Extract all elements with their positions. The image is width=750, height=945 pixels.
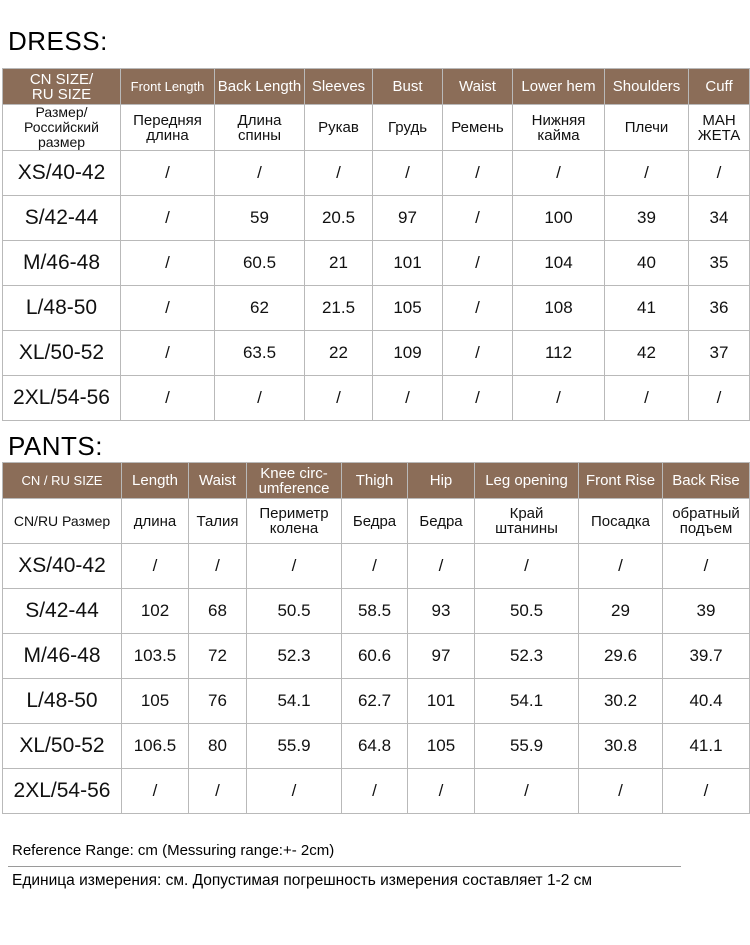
dress-measurement-cell: 40 [605, 241, 689, 286]
dress-measurement-cell: / [215, 376, 305, 421]
dress-size-table [2, 68, 750, 421]
dress-measurement-cell: / [513, 376, 605, 421]
pants-measurement-cell: 105 [408, 724, 475, 769]
dress-measurement-cell: / [121, 196, 215, 241]
pants-measurement-cell: 39.7 [663, 634, 750, 679]
pants-size-row [3, 724, 750, 769]
dress-size-row [3, 286, 750, 331]
pants-column-header: Front Rise [579, 463, 663, 499]
pants-measurement-cell: 58.5 [342, 589, 408, 634]
dress-column-header: Lower hem [513, 69, 605, 105]
dress-measurement-cell: / [689, 376, 750, 421]
dress-measurement-cell: 20.5 [305, 196, 373, 241]
pants-measurement-cell: / [579, 544, 663, 589]
pants-measurement-cell: 103.5 [122, 634, 189, 679]
pants-header-row [3, 463, 750, 499]
dress-measurement-cell: 21 [305, 241, 373, 286]
dress-measurement-cell: 37 [689, 331, 750, 376]
dress-russian-column-header: Нижняя кайма [513, 105, 605, 151]
pants-size-table [2, 462, 750, 814]
pants-section-title: PANTS: [8, 431, 103, 461]
pants-measurement-cell: 93 [408, 589, 475, 634]
pants-size-row [3, 679, 750, 724]
dress-measurement-cell: 35 [689, 241, 750, 286]
pants-measurement-cell: 54.1 [247, 679, 342, 724]
dress-measurement-cell: 62 [215, 286, 305, 331]
dress-measurement-cell: 39 [605, 196, 689, 241]
dress-measurement-cell: / [121, 151, 215, 196]
dress-measurement-cell: / [605, 376, 689, 421]
pants-measurement-cell: 41.1 [663, 724, 750, 769]
dress-size-label: XL/50-52 [3, 331, 121, 376]
dress-measurement-cell: / [121, 241, 215, 286]
pants-measurement-cell: / [408, 544, 475, 589]
dress-measurement-cell: / [443, 331, 513, 376]
pants-column-header: Leg opening [475, 463, 579, 499]
pants-russian-column-header: Посадка [579, 499, 663, 544]
pants-size-label: XL/50-52 [3, 724, 122, 769]
dress-header-row [3, 69, 750, 105]
pants-measurement-cell: 29 [579, 589, 663, 634]
pants-column-header: CN / RU SIZE [3, 463, 122, 499]
dress-russian-column-header: Плечи [605, 105, 689, 151]
pants-measurement-cell: 105 [122, 679, 189, 724]
pants-russian-header-row [3, 499, 750, 544]
dress-measurement-cell: / [121, 376, 215, 421]
pants-column-header: Knee circ- umference [247, 463, 342, 499]
pants-measurement-cell: 72 [189, 634, 247, 679]
dress-measurement-cell: / [305, 151, 373, 196]
dress-measurement-cell: / [689, 151, 750, 196]
pants-measurement-cell: 52.3 [475, 634, 579, 679]
pants-russian-column-header: Бедра [408, 499, 475, 544]
dress-column-header: Waist [443, 69, 513, 105]
pants-measurement-cell: / [342, 544, 408, 589]
pants-measurement-cell: / [475, 769, 579, 814]
dress-size-label: M/46-48 [3, 241, 121, 286]
pants-size-label: XS/40-42 [3, 544, 122, 589]
pants-measurement-cell: / [122, 769, 189, 814]
pants-measurement-cell: 40.4 [663, 679, 750, 724]
dress-measurement-cell: 104 [513, 241, 605, 286]
pants-measurement-cell: 30.8 [579, 724, 663, 769]
dress-size-row [3, 331, 750, 376]
dress-size-label: S/42-44 [3, 196, 121, 241]
pants-measurement-cell: 76 [189, 679, 247, 724]
pants-measurement-cell: / [342, 769, 408, 814]
pants-measurement-cell: 30.2 [579, 679, 663, 724]
dress-column-header: Back Length [215, 69, 305, 105]
pants-measurement-cell: / [663, 544, 750, 589]
dress-size-row [3, 196, 750, 241]
pants-measurement-cell: / [189, 544, 247, 589]
dress-measurement-cell: / [443, 151, 513, 196]
dress-column-header: CN SIZE/ RU SIZE [3, 69, 121, 105]
pants-size-row [3, 589, 750, 634]
dress-measurement-cell: / [373, 151, 443, 196]
dress-russian-header-row [3, 105, 750, 151]
dress-size-label: L/48-50 [3, 286, 121, 331]
dress-measurement-cell: / [373, 376, 443, 421]
pants-measurement-cell: 29.6 [579, 634, 663, 679]
pants-size-row [3, 769, 750, 814]
dress-measurement-cell: / [443, 241, 513, 286]
dress-column-header: Cuff [689, 69, 750, 105]
pants-measurement-cell: / [247, 769, 342, 814]
pants-measurement-cell: 50.5 [475, 589, 579, 634]
pants-measurement-cell: 55.9 [475, 724, 579, 769]
pants-size-label: M/46-48 [3, 634, 122, 679]
pants-measurement-cell: 55.9 [247, 724, 342, 769]
pants-column-header: Length [122, 463, 189, 499]
reference-range-note-ru: Единица измерения: см. Допустимая погрешность измерения составляет 1-2 см [12, 872, 593, 889]
pants-russian-column-header: Талия [189, 499, 247, 544]
dress-column-header: Sleeves [305, 69, 373, 105]
pants-size-label: 2XL/54-56 [3, 769, 122, 814]
dress-measurement-cell: / [305, 376, 373, 421]
dress-size-label: XS/40-42 [3, 151, 121, 196]
dress-measurement-cell: 59 [215, 196, 305, 241]
footer-divider [8, 866, 681, 867]
dress-measurement-cell: 22 [305, 331, 373, 376]
dress-measurement-cell: / [215, 151, 305, 196]
pants-russian-column-header: Бедра [342, 499, 408, 544]
dress-column-header: Bust [373, 69, 443, 105]
pants-column-header: Waist [189, 463, 247, 499]
dress-measurement-cell: 41 [605, 286, 689, 331]
pants-measurement-cell: / [247, 544, 342, 589]
pants-measurement-cell: 102 [122, 589, 189, 634]
pants-measurement-cell: 101 [408, 679, 475, 724]
dress-measurement-cell: / [121, 331, 215, 376]
reference-range-note: Reference Range: cm (Messuring range:+- 2cm) [12, 842, 335, 859]
dress-measurement-cell: 21.5 [305, 286, 373, 331]
dress-measurement-cell: / [513, 151, 605, 196]
pants-measurement-cell: 54.1 [475, 679, 579, 724]
pants-measurement-cell: 62.7 [342, 679, 408, 724]
pants-russian-column-header: обратный подъем [663, 499, 750, 544]
dress-measurement-cell: / [443, 196, 513, 241]
dress-size-row [3, 376, 750, 421]
dress-measurement-cell: / [121, 286, 215, 331]
dress-measurement-cell: 36 [689, 286, 750, 331]
dress-measurement-cell: 34 [689, 196, 750, 241]
pants-russian-column-header: Периметр колена [247, 499, 342, 544]
dress-column-header: Shoulders [605, 69, 689, 105]
pants-column-header: Thigh [342, 463, 408, 499]
pants-size-label: L/48-50 [3, 679, 122, 724]
pants-measurement-cell: 50.5 [247, 589, 342, 634]
dress-russian-column-header: Ремень [443, 105, 513, 151]
pants-measurement-cell: 106.5 [122, 724, 189, 769]
pants-russian-column-header: CN/RU Размер [3, 499, 122, 544]
pants-column-header: Back Rise [663, 463, 750, 499]
pants-measurement-cell: 52.3 [247, 634, 342, 679]
pants-measurement-cell: 64.8 [342, 724, 408, 769]
dress-russian-column-header: Грудь [373, 105, 443, 151]
dress-measurement-cell: 112 [513, 331, 605, 376]
pants-measurement-cell: / [579, 769, 663, 814]
dress-measurement-cell: 42 [605, 331, 689, 376]
dress-measurement-cell: 100 [513, 196, 605, 241]
dress-size-row [3, 151, 750, 196]
dress-russian-column-header: Передняя длина [121, 105, 215, 151]
pants-measurement-cell: 97 [408, 634, 475, 679]
dress-measurement-cell: / [443, 376, 513, 421]
dress-measurement-cell: 105 [373, 286, 443, 331]
dress-measurement-cell: 60.5 [215, 241, 305, 286]
dress-measurement-cell: 63.5 [215, 331, 305, 376]
dress-russian-column-header: Размер/ Российский размер [3, 105, 121, 151]
pants-measurement-cell: / [122, 544, 189, 589]
pants-measurement-cell: / [663, 769, 750, 814]
dress-size-row [3, 241, 750, 286]
dress-measurement-cell: 97 [373, 196, 443, 241]
dress-russian-column-header: Рукав [305, 105, 373, 151]
dress-russian-column-header: МАН ЖЕТА [689, 105, 750, 151]
dress-measurement-cell: / [443, 286, 513, 331]
pants-measurement-cell: 80 [189, 724, 247, 769]
pants-measurement-cell: / [189, 769, 247, 814]
pants-measurement-cell: / [475, 544, 579, 589]
dress-size-label: 2XL/54-56 [3, 376, 121, 421]
dress-section-title: DRESS: [8, 26, 108, 56]
pants-russian-column-header: Край штанины [475, 499, 579, 544]
pants-size-label: S/42-44 [3, 589, 122, 634]
pants-measurement-cell: / [408, 769, 475, 814]
dress-russian-column-header: Длина спины [215, 105, 305, 151]
dress-measurement-cell: 109 [373, 331, 443, 376]
pants-size-row [3, 544, 750, 589]
pants-size-row [3, 634, 750, 679]
pants-measurement-cell: 39 [663, 589, 750, 634]
pants-measurement-cell: 60.6 [342, 634, 408, 679]
dress-measurement-cell: / [605, 151, 689, 196]
dress-measurement-cell: 101 [373, 241, 443, 286]
pants-russian-column-header: длина [122, 499, 189, 544]
pants-column-header: Hip [408, 463, 475, 499]
dress-measurement-cell: 108 [513, 286, 605, 331]
dress-column-header: Front Length [121, 69, 215, 105]
pants-measurement-cell: 68 [189, 589, 247, 634]
